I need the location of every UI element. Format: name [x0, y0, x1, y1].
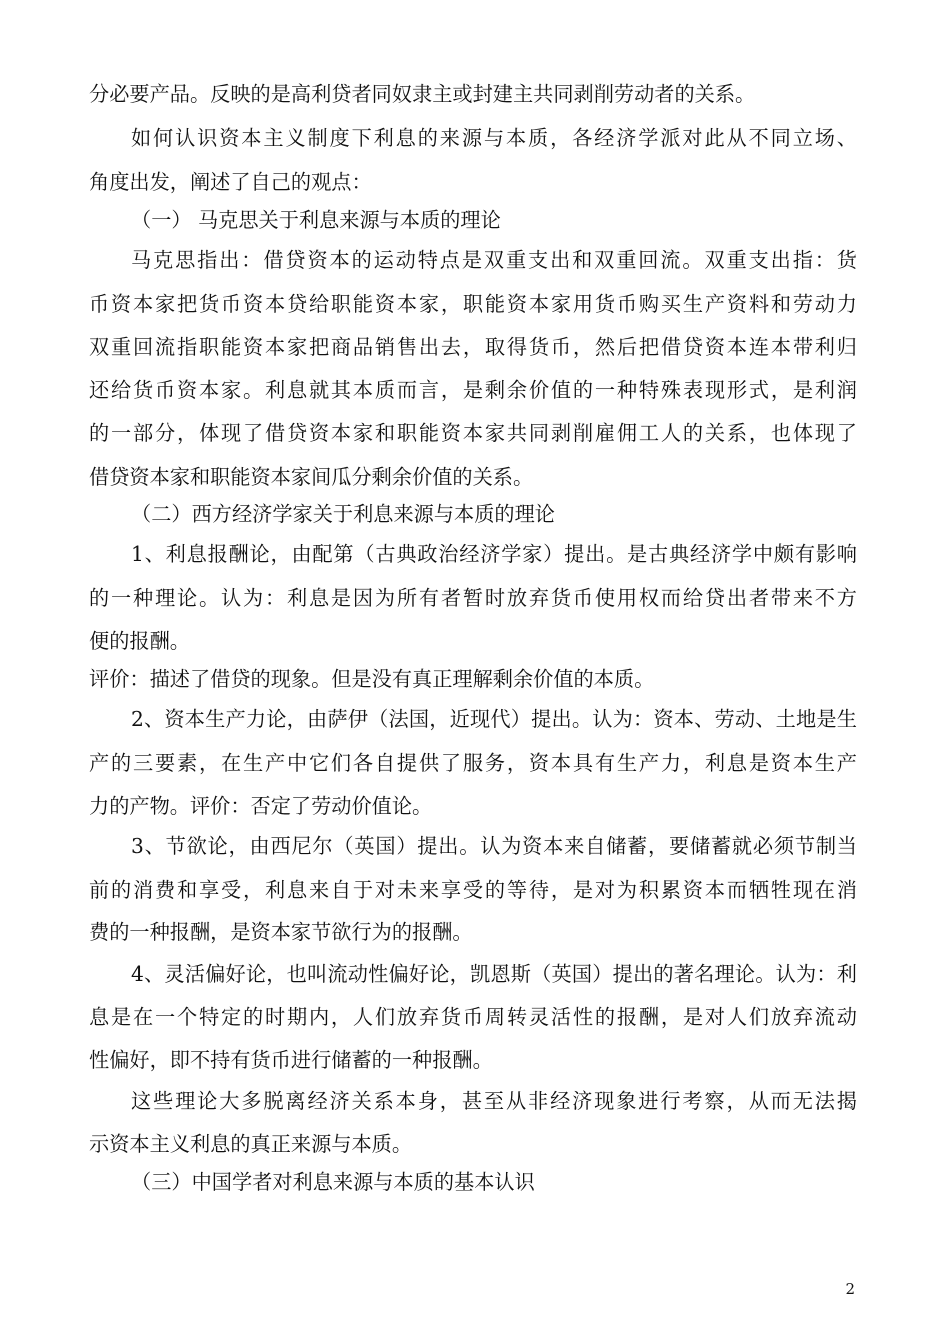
- text-line: 性偏好，即不持有货币进行储蓄的一种报酬。: [89, 1048, 493, 1072]
- text-line: 产的三要素，在生产中它们各自提供了服务，资本具有生产力，利息是资本生产: [89, 751, 857, 775]
- text-line: 借贷资本家和职能资本家间瓜分剩余价值的关系。: [89, 465, 534, 489]
- paragraph-first-line: 如何认识资本主义制度下利息的来源与本质，各经济学派对此从不同立场、: [131, 126, 857, 150]
- section-heading: （三）中国学者对利息来源与本质的基本认识: [131, 1170, 535, 1194]
- paragraph-first-line: 这些理论大多脱离经济关系本身，甚至从非经济现象进行考察，从而无法揭: [131, 1089, 857, 1113]
- text-line: 币资本家把货币资本贷给职能资本家，职能资本家用货币购买生产资料和劳动力: [89, 292, 857, 316]
- paragraph-first-line: 马克思指出：借贷资本的运动特点是双重支出和双重回流。双重支出指：货: [131, 248, 857, 272]
- text-line: 便的报酬。: [89, 629, 190, 653]
- text-line: 示资本主义利息的真正来源与本质。: [89, 1132, 413, 1156]
- paragraph-first-line: 1、利息报酬论，由配第（古典政治经济学家）提出。是古典经济学中颇有影响: [131, 542, 857, 566]
- section-heading: （二）西方经济学家关于利息来源与本质的理论: [131, 502, 555, 526]
- page-number: 2: [845, 1280, 855, 1298]
- text-line: 费的一种报酬，是资本家节欲行为的报酬。: [89, 920, 473, 944]
- text-line: 双重回流指职能资本家把商品销售出去，取得货币，然后把借贷资本连本带利归: [89, 335, 857, 359]
- text-line: 的一部分，体现了借贷资本家和职能资本家共同剥削雇佣工人的关系，也体现了: [89, 421, 857, 445]
- text-line: 前的消费和享受，利息来自于对未来享受的等待，是对为积累资本而牺牲现在消: [89, 878, 857, 902]
- paragraph-first-line: 4、灵活偏好论，也叫流动性偏好论，凯恩斯（英国）提出的著名理论。认为：利: [131, 962, 857, 986]
- text-line: 的一种理论。认为：利息是因为所有者暂时放弃货币使用权而给贷出者带来不方: [89, 586, 857, 610]
- text-line: 评价：描述了借贷的现象。但是没有真正理解剩余价值的本质。: [89, 667, 655, 691]
- paragraph-first-line: 3、节欲论，由西尼尔（英国）提出。认为资本来自储蓄，要储蓄就必须节制当: [131, 834, 857, 858]
- text-line: 还给货币资本家。利息就其本质而言，是剩余价值的一种特殊表现形式，是利润: [89, 378, 857, 402]
- text-line: 力的产物。评价：否定了劳动价值论。: [89, 794, 433, 818]
- text-line: 分必要产品。反映的是高利贷者同奴隶主或封建主共同剥削劳动者的关系。: [89, 82, 756, 106]
- text-line: 角度出发，阐述了自己的观点：: [89, 170, 372, 194]
- paragraph-first-line: 2、资本生产力论，由萨伊（法国，近现代）提出。认为：资本、劳动、土地是生: [131, 707, 857, 731]
- section-heading: （一） 马克思关于利息来源与本质的理论: [131, 208, 501, 232]
- text-line: 息是在一个特定的时期内，人们放弃货币周转灵活性的报酬，是对人们放弃流动: [89, 1005, 857, 1029]
